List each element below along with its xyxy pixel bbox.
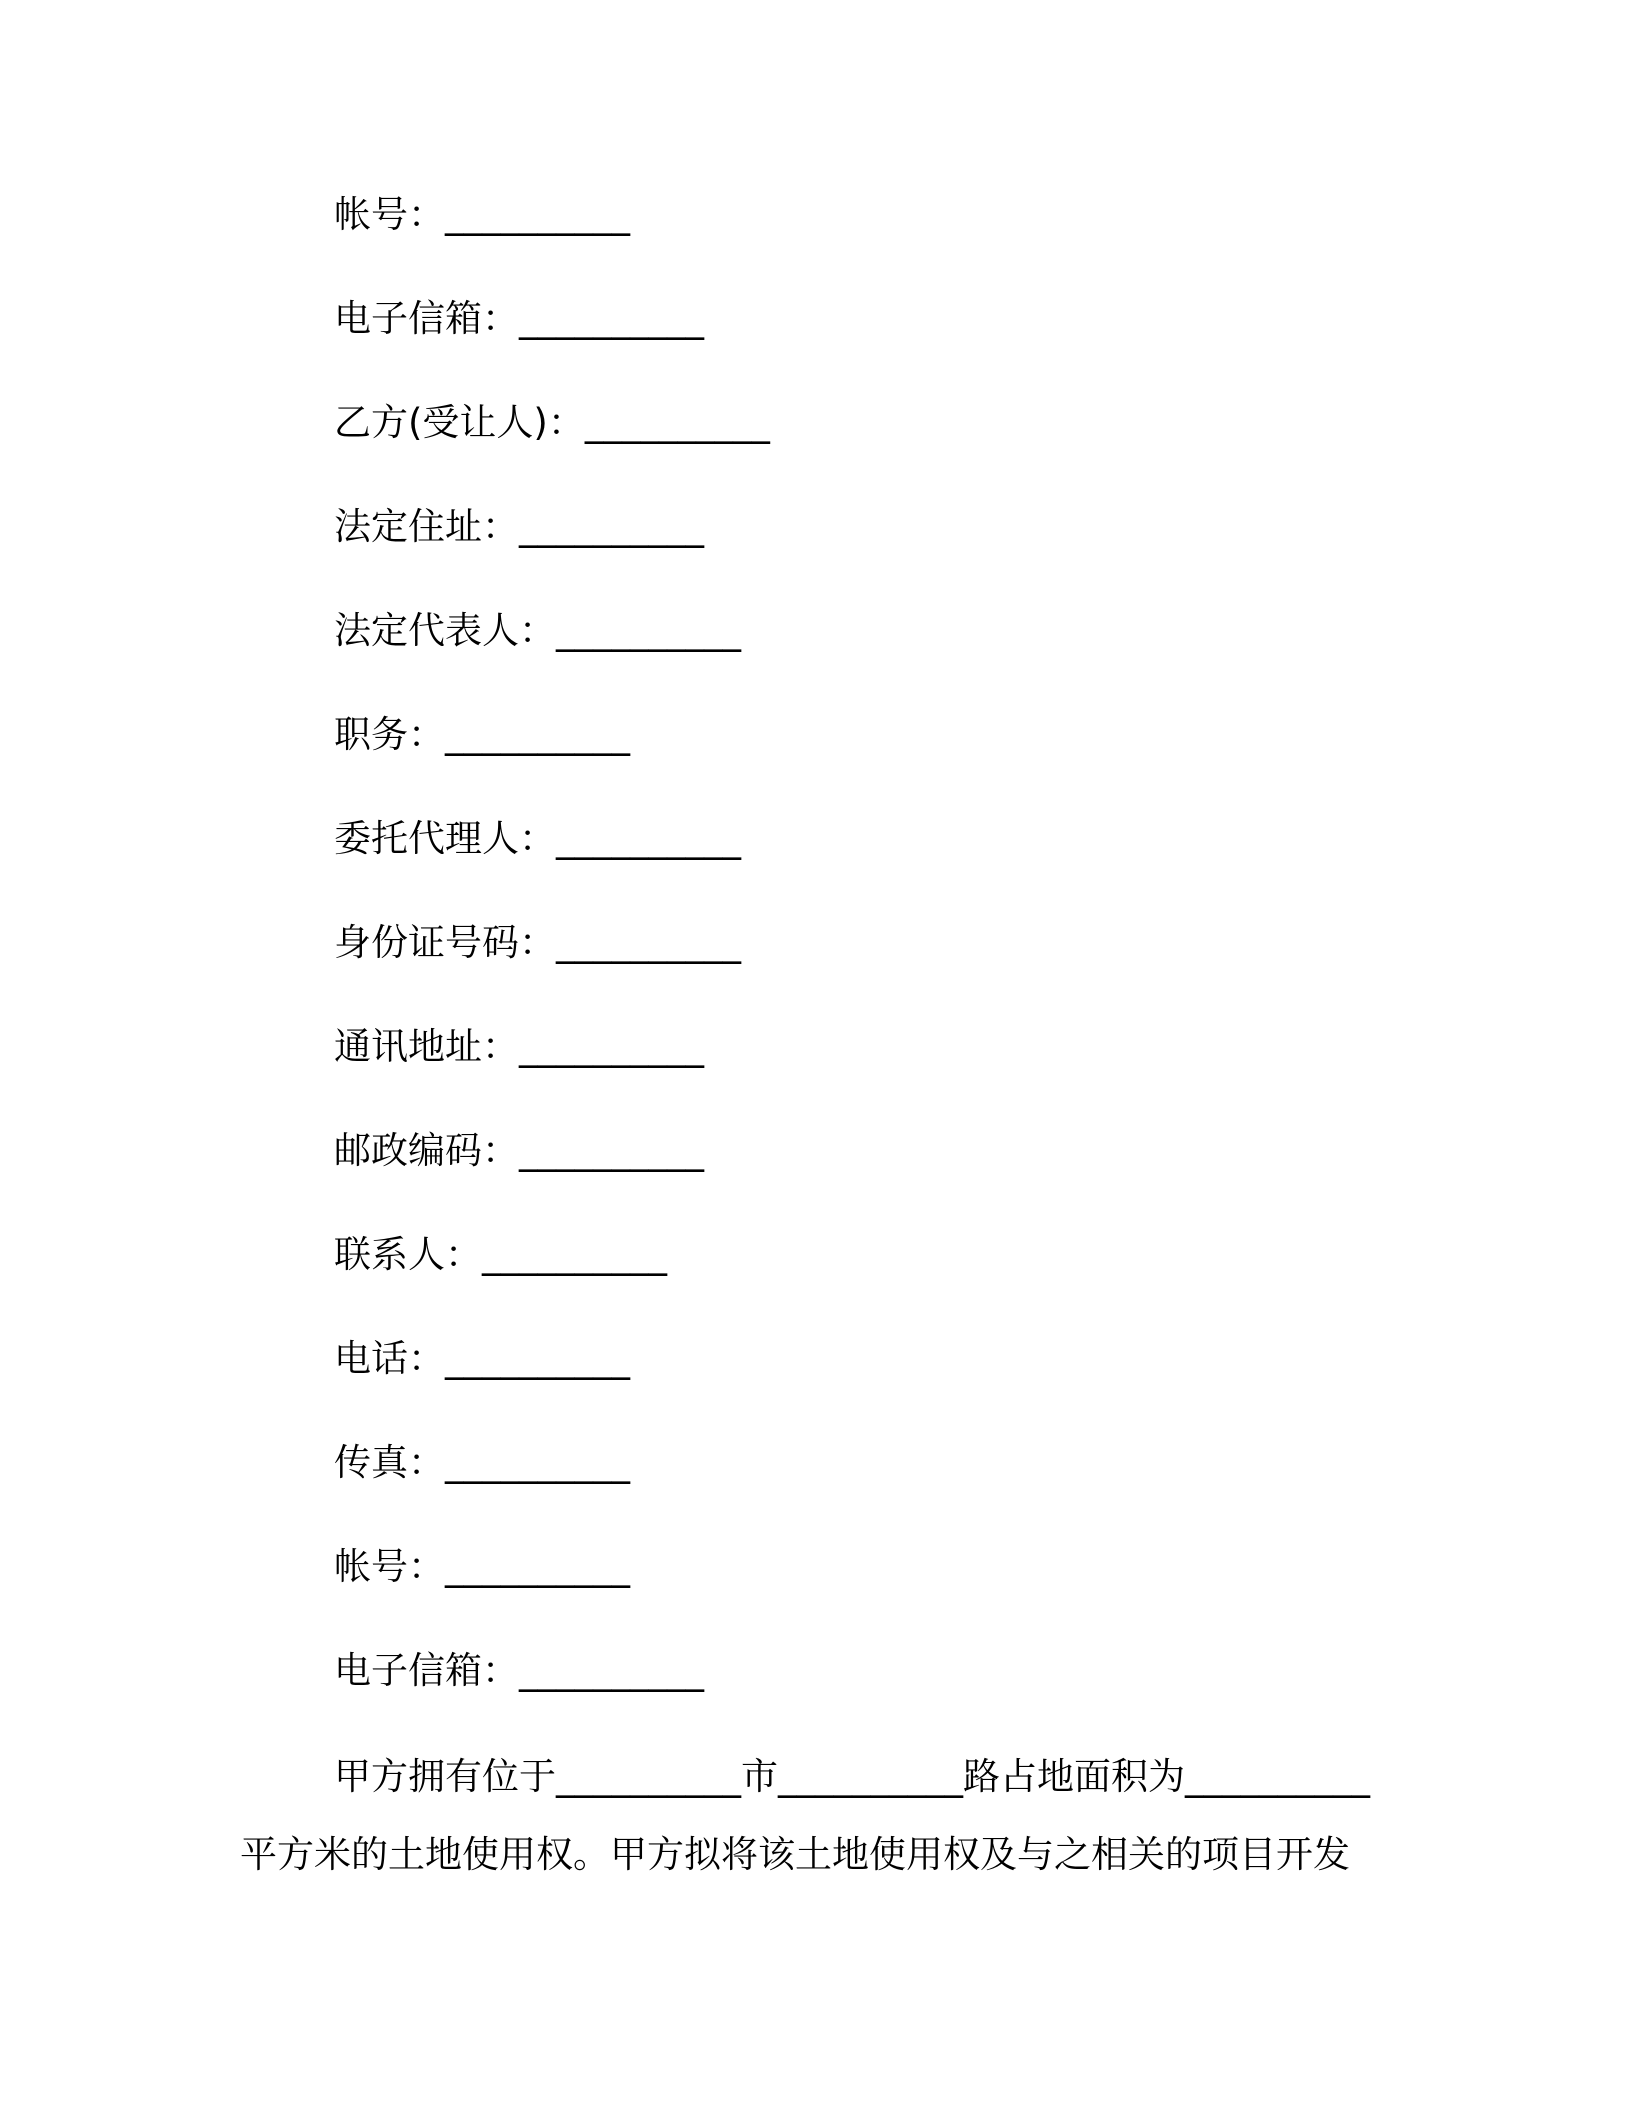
field-label: 职务： (334, 713, 445, 756)
field-blank: __________ (445, 713, 630, 756)
party-info-fields (334, 190, 770, 1750)
field-blank: __________ (556, 609, 741, 652)
field-label: 法定代表人： (334, 609, 556, 652)
field-blank: __________ (445, 1337, 630, 1380)
field-blank: __________ (445, 1441, 630, 1484)
field-label: 电话： (334, 1337, 445, 1380)
field-blank: __________ (556, 921, 741, 964)
field-blank: __________ (519, 1129, 704, 1172)
body-paragraph (240, 1738, 1400, 1894)
field-authorized-agent (334, 814, 770, 918)
field-blank: __________ (519, 1025, 704, 1068)
field-label: 法定住址： (334, 505, 519, 548)
field-legal-address (334, 502, 770, 606)
field-legal-representative (334, 606, 770, 710)
field-postal-code (334, 1126, 770, 1230)
field-label: 委托代理人： (334, 817, 556, 860)
field-label: 传真： (334, 1441, 445, 1484)
paragraph-line: 甲方拥有位于__________市__________路占地面积为__________ (334, 1755, 1370, 1798)
field-position (334, 710, 770, 814)
field-account (334, 190, 770, 294)
field-blank: __________ (519, 297, 704, 340)
field-label: 邮政编码： (334, 1129, 519, 1172)
field-email (334, 294, 770, 398)
field-blank: __________ (519, 1649, 704, 1692)
field-label: 联系人： (334, 1233, 482, 1276)
paragraph-line: 平方米的土地使用权。甲方拟将该土地使用权及与之相关的项目开发 (240, 1833, 1350, 1876)
field-mailing-address (334, 1022, 770, 1126)
field-email-2 (334, 1646, 770, 1750)
field-label: 乙方(受让人)： (334, 401, 585, 444)
field-label: 身份证号码： (334, 921, 556, 964)
field-label: 帐号： (334, 193, 445, 236)
field-blank: __________ (519, 505, 704, 548)
field-fax (334, 1438, 770, 1542)
field-label: 电子信箱： (334, 297, 519, 340)
field-blank: __________ (584, 401, 770, 444)
field-party-b-transferee (334, 398, 770, 502)
field-blank: __________ (445, 193, 630, 236)
field-label: 通讯地址： (334, 1025, 519, 1068)
field-label: 帐号： (334, 1545, 445, 1588)
field-blank: __________ (482, 1233, 667, 1276)
field-id-number (334, 918, 770, 1022)
field-account-2 (334, 1542, 770, 1646)
field-label: 电子信箱： (334, 1649, 519, 1692)
field-blank: __________ (556, 817, 741, 860)
field-contact-person (334, 1230, 770, 1334)
field-blank: __________ (445, 1545, 630, 1588)
field-phone (334, 1334, 770, 1438)
